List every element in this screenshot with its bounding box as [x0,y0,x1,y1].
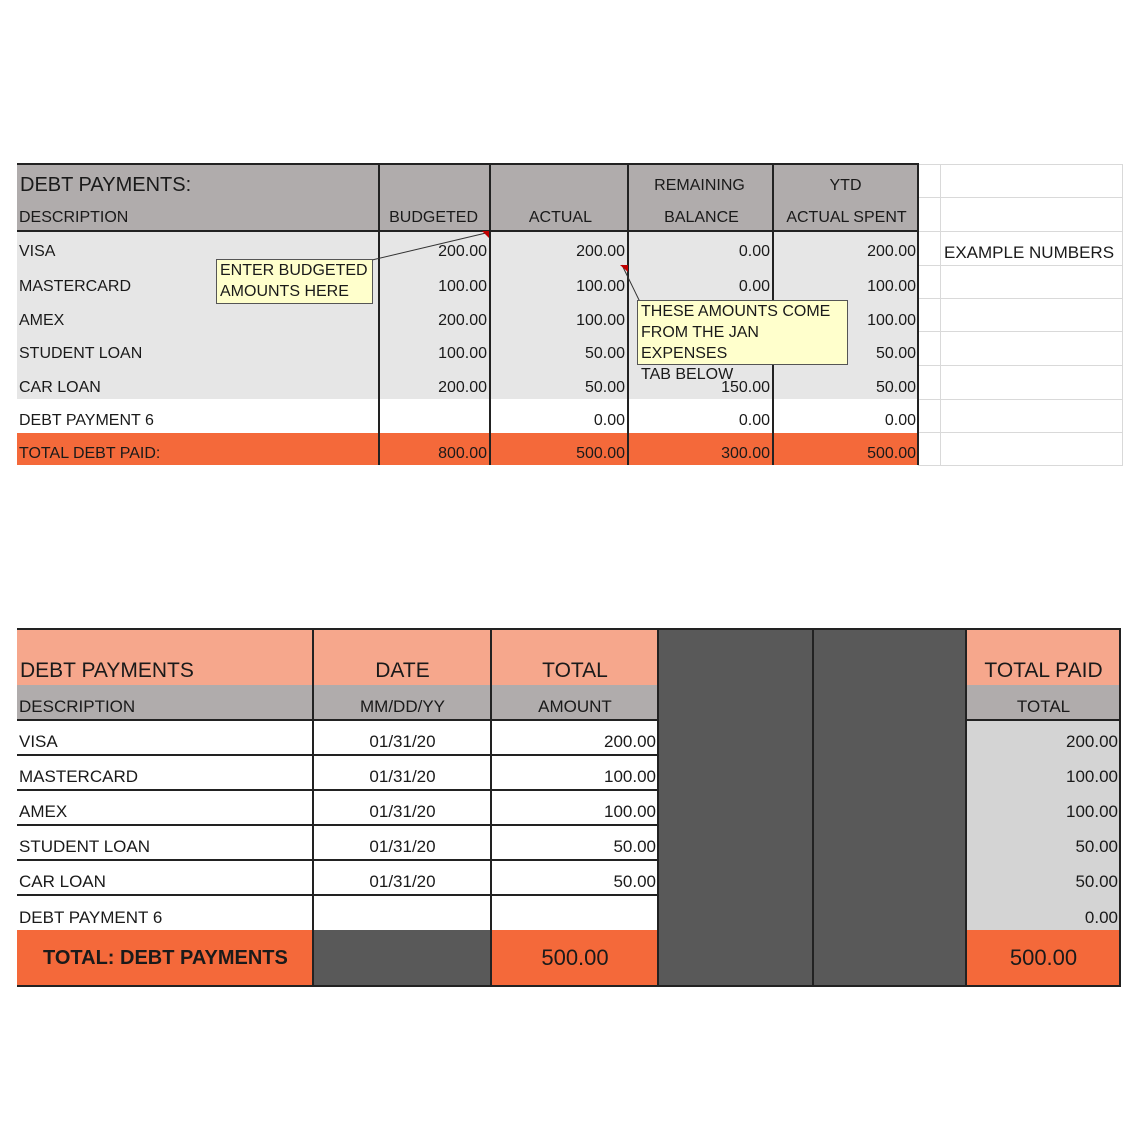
top-row-desc: CAR LOAN [19,379,101,396]
bottom-desc-header: DESCRIPTION [19,697,136,716]
bottom-row-desc: VISA [19,732,58,751]
top-col-ytd-2: ACTUAL SPENT [786,209,907,226]
bottom-row-amount[interactable]: 50.00 [613,872,656,891]
budget-comment-marker [482,231,489,238]
top-row-remaining: 0.00 [738,278,770,295]
bottom-row-paid: 200.00 [1066,732,1118,751]
top-row-ytd: 50.00 [875,379,916,396]
bottom-row-desc: MASTERCARD [19,767,139,786]
top-col-remaining-2: BALANCE [664,209,739,226]
bottom-row-paid: 50.00 [1075,837,1118,856]
example-numbers-note: EXAMPLE NUMBERS [944,243,1115,262]
top-row-ytd: 100.00 [867,278,916,295]
top-total-actual: 500.00 [576,445,625,462]
top-total-budgeted: 800.00 [438,445,487,462]
top-row-desc: STUDENT LOAN [19,345,143,362]
bottom-col-amount: AMOUNT [538,697,612,716]
top-row-actual[interactable]: 0.00 [593,412,625,429]
bottom-row-date[interactable]: 01/31/20 [369,837,436,856]
top-row-budgeted[interactable]: 100.00 [438,345,487,362]
bottom-col-total-paid: TOTAL PAID [984,659,1103,682]
bottom-row-paid: 100.00 [1066,802,1118,821]
actual-comment-connector [622,265,640,302]
bottom-row-desc: STUDENT LOAN [19,837,150,856]
top-row-ytd: 100.00 [867,312,916,329]
bottom-row-paid: 50.00 [1075,872,1118,891]
budget-comment-line: ENTER BUDGETED [220,262,368,279]
top-row-actual[interactable]: 200.00 [576,243,625,260]
top-total-label: TOTAL DEBT PAID: [19,445,161,462]
bottom-row-date[interactable]: 01/31/20 [369,872,436,891]
bottom-row-desc: AMEX [19,802,68,821]
top-row-desc: DEBT PAYMENT 6 [19,412,154,429]
bottom-total-paid: 500.00 [1009,945,1078,970]
bottom-col-date: DATE [375,659,430,682]
bottom-total-amount: 500.00 [541,945,609,970]
top-row-actual[interactable]: 100.00 [576,278,625,295]
actual-comment-line: THESE AMOUNTS COME [641,303,831,320]
top-col-ytd-1: YTD [829,177,862,194]
top-row-remaining: 0.00 [738,243,770,260]
top-row-ytd: 50.00 [875,345,916,362]
top-row-budgeted[interactable]: 200.00 [438,379,487,396]
top-row-ytd: 0.00 [884,412,916,429]
top-row-desc: VISA [19,243,56,260]
budget-comment-line: AMOUNTS HERE [220,283,349,300]
actual-comment-line: TAB BELOW [641,366,734,383]
dark-column-2 [813,629,966,987]
bottom-row-amount[interactable]: 50.00 [613,837,656,856]
bottom-row-amount[interactable]: 100.00 [604,802,656,821]
top-row-budgeted[interactable]: 200.00 [438,243,487,260]
bottom-row-paid: 0.00 [1084,908,1118,927]
top-row-actual[interactable]: 50.00 [584,379,625,396]
top-row-budgeted[interactable]: 100.00 [438,278,487,295]
bottom-title: DEBT PAYMENTS [20,659,194,682]
top-row-remaining: 150.00 [721,379,770,396]
bottom-total-bg-date [313,930,491,986]
top-row-desc: AMEX [19,312,65,329]
bottom-col-date-format: MM/DD/YY [360,697,445,716]
top-col-actual: ACTUAL [528,209,592,226]
bottom-col-paid-total: TOTAL [1016,697,1071,716]
comment-connectors [0,0,1140,500]
top-row-actual[interactable]: 100.00 [576,312,625,329]
actual-comment-box [637,300,848,383]
actual-comment-line: FROM THE JAN EXPENSES [641,324,759,362]
top-title: DEBT PAYMENTS: [20,174,192,196]
bottom-row-date[interactable]: 01/31/20 [369,802,436,821]
bottom-row-amount[interactable]: 200.00 [604,732,656,751]
budget-comment-connector [372,233,486,260]
top-col-remaining-1: REMAINING [654,177,745,194]
actual-comment-marker [620,265,628,272]
budget-comment-box [216,259,373,304]
bottom-total-label: TOTAL: DEBT PAYMENTS [43,947,288,969]
bottom-col-total: TOTAL [542,659,608,682]
bottom-row-amount[interactable]: 100.00 [604,767,656,786]
bottom-row-desc: DEBT PAYMENT 6 [19,908,163,927]
top-total-ytd: 500.00 [867,445,916,462]
top-row-desc: MASTERCARD [19,278,132,295]
top-row-ytd: 200.00 [867,243,916,260]
bottom-row-date[interactable]: 01/31/20 [369,767,436,786]
total-paid-column-bg [966,720,1120,930]
top-row-remaining: 0.00 [738,412,770,429]
top-total-remaining: 300.00 [721,445,770,462]
top-row-actual[interactable]: 50.00 [584,345,625,362]
bottom-row-paid: 100.00 [1066,767,1118,786]
bottom-row-desc: CAR LOAN [19,872,106,891]
top-desc-header: DESCRIPTION [19,209,129,226]
top-row-budgeted[interactable]: 200.00 [438,312,487,329]
dark-column-1 [658,629,813,987]
top-col-budgeted: BUDGETED [389,209,478,226]
bottom-row-date[interactable]: 01/31/20 [369,732,436,751]
